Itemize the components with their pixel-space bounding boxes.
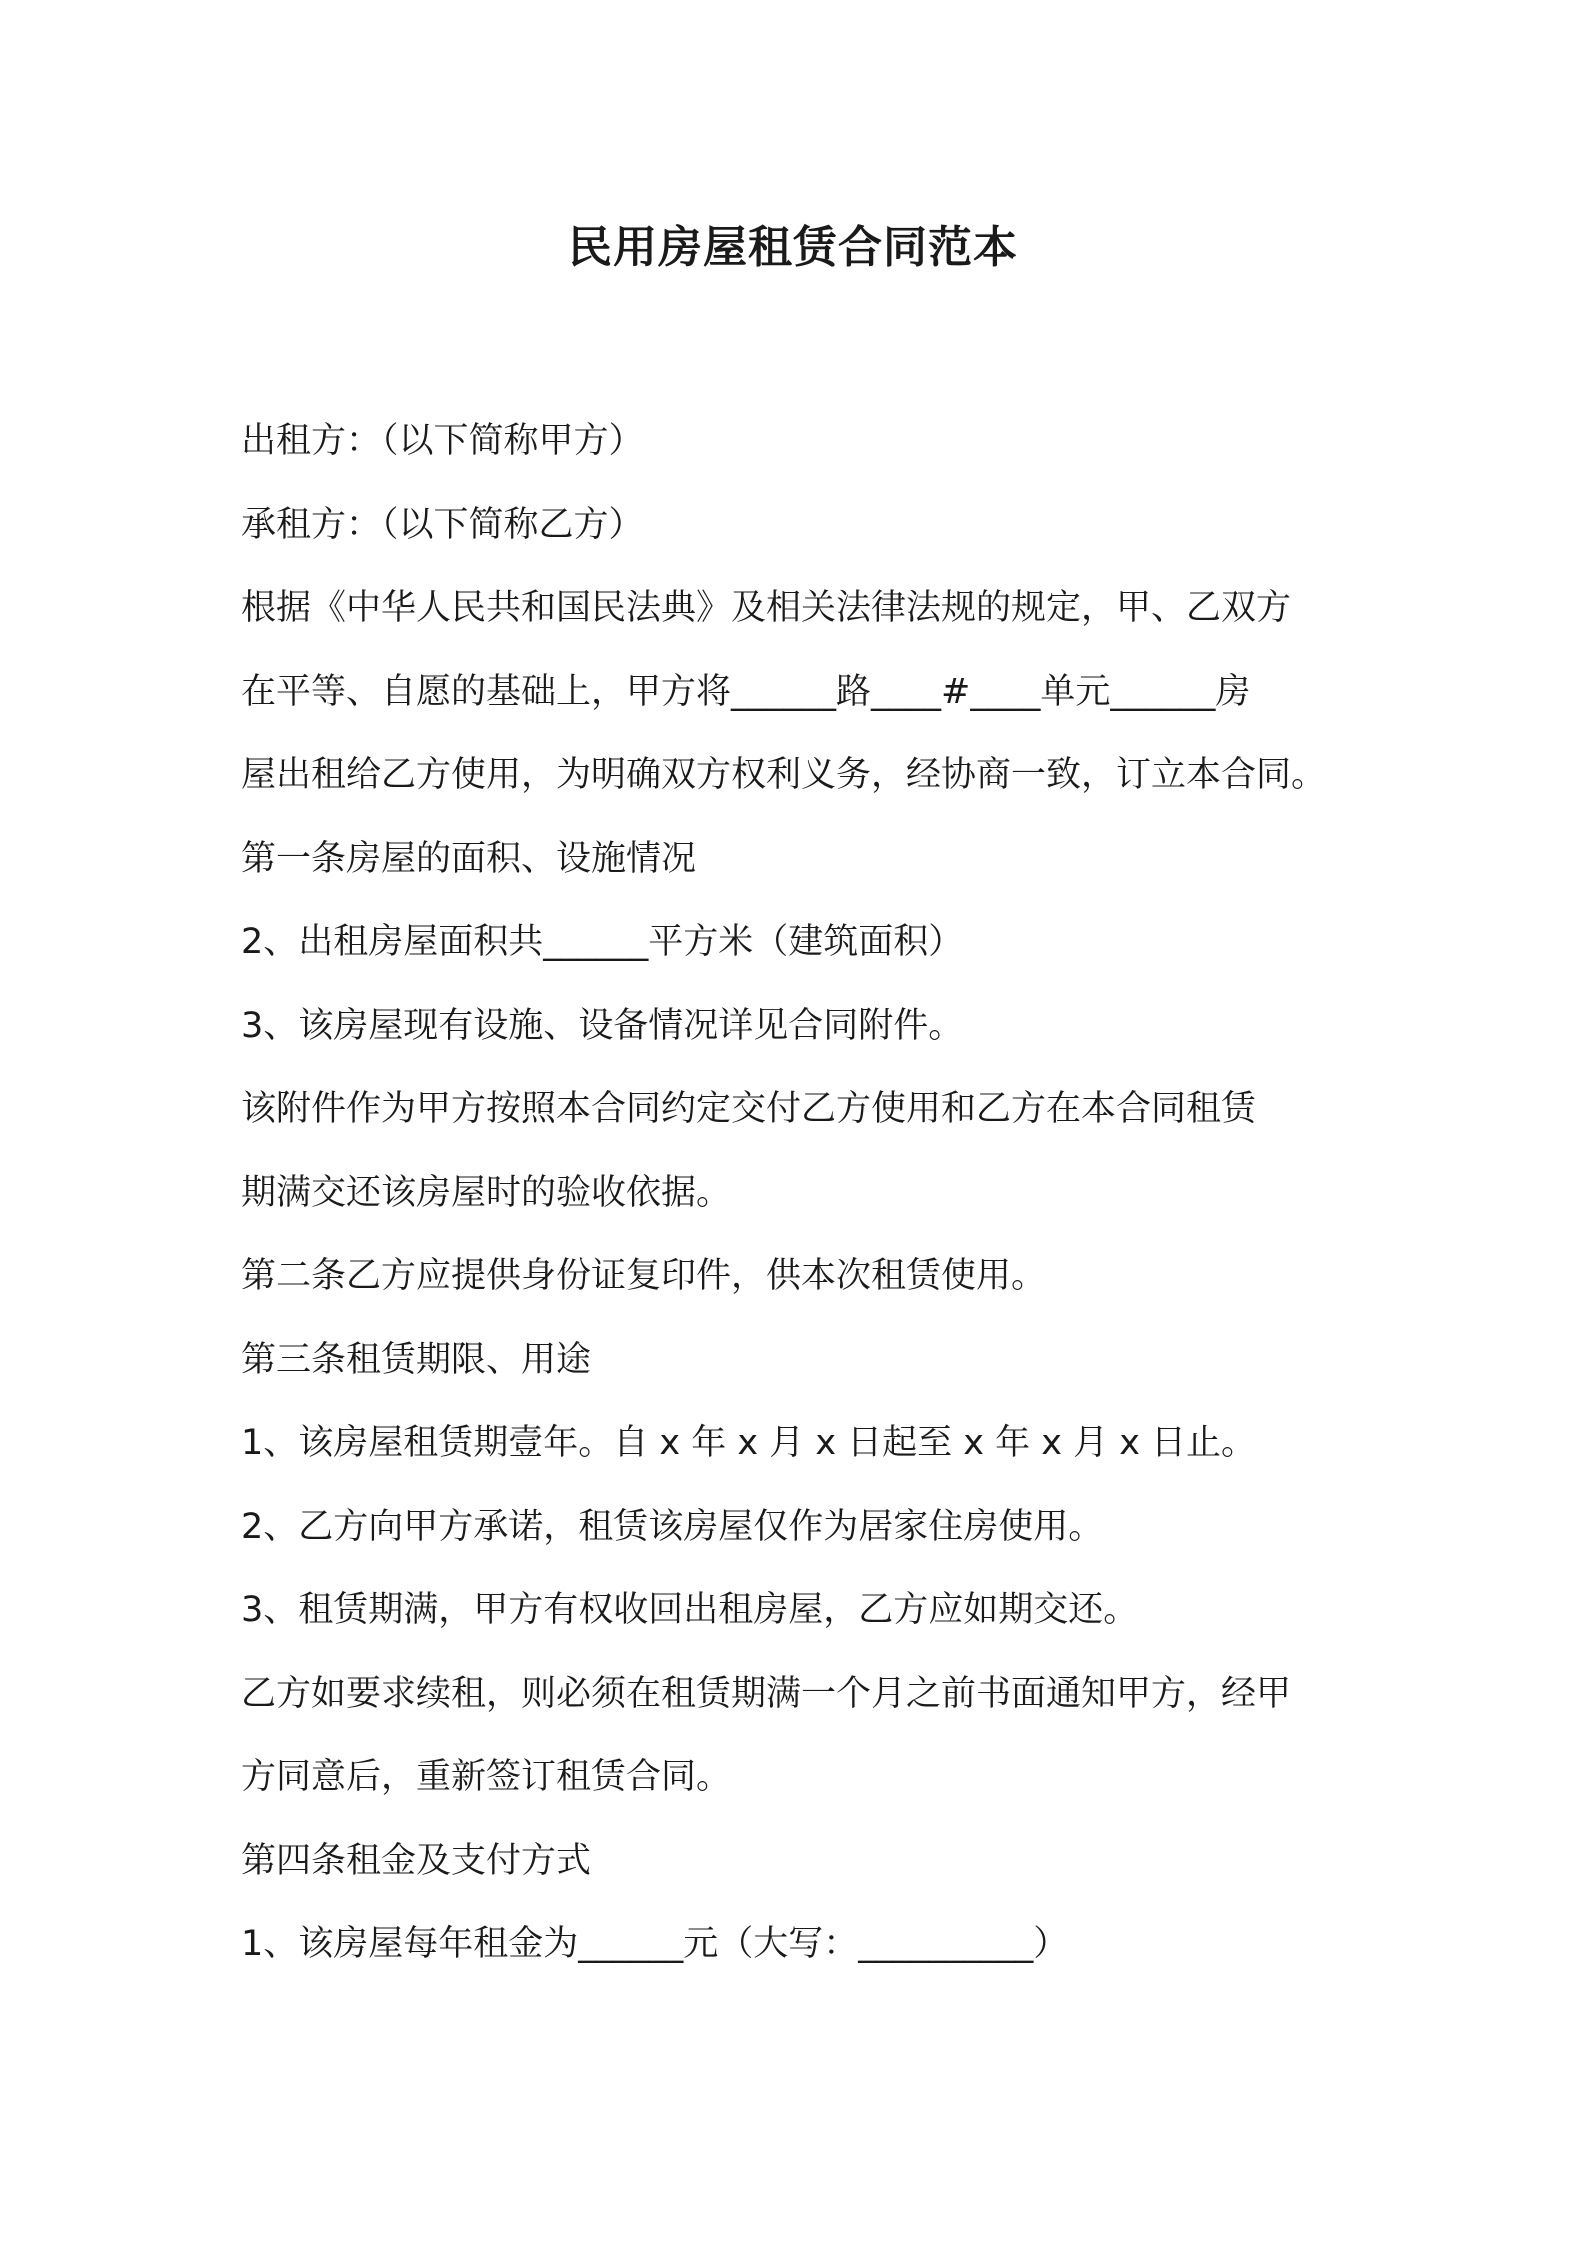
- text-line: 2、乙方向甲方承诺，租赁该房屋仅作为居家住房使用。: [241, 1506, 1104, 1547]
- text-line: 屋出租给乙方使用，为明确双方权利义务，经协商一致，订立本合同。: [241, 755, 1327, 795]
- text-line: 3、该房屋现有设施、设备情况详见合同附件。: [241, 1005, 964, 1046]
- text-line: 1、该房屋租赁期壹年。自 x 年 x 月 x 日起至 x 年 x 月 x 日止。: [241, 1423, 1257, 1463]
- section-heading: 第三条租赁期限、用途: [241, 1339, 592, 1380]
- section-heading: 第四条租金及支付方式: [241, 1840, 592, 1881]
- text-line: 1、该房屋每年租金为______元（大写：__________）: [241, 1924, 1069, 1964]
- section-heading: 第二条乙方应提供身份证复印件，供本次租赁使用。: [241, 1256, 1047, 1296]
- section-heading: 第一条房屋的面积、设施情况: [241, 838, 697, 879]
- text-line: 根据《中华人民共和国民法典》及相关法律法规的规定，甲、乙双方: [241, 588, 1292, 628]
- text-line: 方同意后，重新签订租赁合同。: [241, 1757, 732, 1797]
- document-body: [241, 400, 1361, 1987]
- text-line: 3、租赁期满，甲方有权收回出租房屋，乙方应如期交还。: [241, 1590, 1139, 1630]
- text-line: 期满交还该房屋时的验收依据。: [241, 1172, 732, 1213]
- text-line: 该附件作为甲方按照本合同约定交付乙方使用和乙方在本合同租赁: [241, 1089, 1257, 1129]
- text-line: 2、出租房屋面积共______平方米（建筑面积）: [241, 922, 964, 962]
- text-line: 出租方：（以下简称甲方）: [241, 421, 644, 461]
- document-title: 民用房屋租赁合同范本: [568, 222, 1018, 273]
- text-line: 承租方：（以下简称乙方）: [241, 504, 644, 545]
- text-line: 在平等、自愿的基础上，甲方将______路____#____单元______房: [241, 671, 1251, 712]
- text-line: 乙方如要求续租，则必须在租赁期满一个月之前书面通知甲方，经甲: [241, 1673, 1292, 1714]
